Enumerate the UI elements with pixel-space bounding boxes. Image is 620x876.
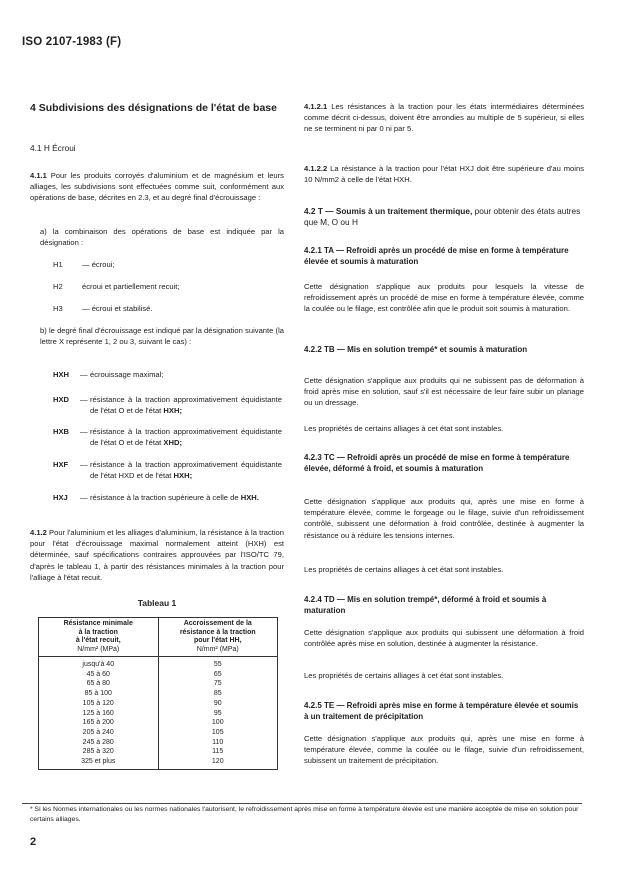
hxh-desc: écrouissage maximal; [90,370,164,379]
table-header-right: Accroissement de la résistance à la traction pour l'état HH, N/mm² (MPa) [158,618,278,657]
section-4-2-4-text: Cette désignation s'applique aux produits qui subissent une déformation à froid contrôlée après mise en solution, destinée à augmenter la résistance. [304,628,584,649]
item-b: b) le degré final d'écrouissage est indiqué par la désignation suivante (la lettre X représente 1, 2 ou 3, suivant le cas) : [40,326,284,347]
hxh-code: HXH [53,370,70,379]
hxf-dash: — [80,460,88,469]
document-header: ISO 2107-1983 (F) [22,36,122,48]
section-4-2-2-title: 4.2.2 TB — Mis en solution trempé* et soumis à maturation [304,345,528,354]
paragraph-4-1-1: 4.1.1 Pour les produits corroyés d'aluminium et de magnésium et leurs alliages, les subdivisions sont effectuées comme suit, conformément aux opérations de base, décrites en 2.3, et au degré final d'écrouissage : [30,171,284,203]
footnote-rule [22,803,582,804]
section-4-2-title: 4.2 T — Soumis à un traitement thermique, pour obtenir des états autres que M, O ou H [304,206,581,227]
footnote: * Si les Normes internationales ou les normes nationales l'autorisent, le refroidissement après mise en forme à température élevée est une manière acceptée de mise en solution pour certains alliages. [30,806,579,823]
tensile-table [38,617,278,770]
hxf-code: HXF [53,460,69,469]
section-4-2-2-note: Les propriétés de certains alliages à cet état sont instables. [304,424,504,433]
section-4-2-3-note: Les propriétés de certains alliages à cet état sont instables. [304,565,504,574]
paragraph-4-1-2: 4.1.2 Pour l'aluminium et les alliages d'aluminium, la résistance à la traction pour l'état d'écrouissage maximal normalement atteint (HXH) est déterminée, sauf spécifications contraires approuvées par l'ISO/TC 79, d'après le tableau 1, à partir des résistances minimales à la traction pour l'alliage à l'état recuit. [30,528,284,582]
hxb-code: HXB [53,427,70,436]
hxb-dash: — [80,427,88,436]
section-4-title: 4 Subdivisions des désignations de l'état de base [30,102,277,114]
hxd-code: HXD [53,395,70,404]
section-4-2-5-text: Cette désignation s'applique aux produits qui, après une mise en forme à température élevée, comme la coulée ou le filage, suivie d'un refroidissement, subissent un traitement de précipitation. [304,734,584,766]
section-4-2-3-text: Cette désignation s'applique aux produits qui, après une mise en forme à température élevée, comme le forgeage ou le filage, suivie d'un refroidissement contrôlé, subissent une déformation à froid contrôlée, destinée à augmenter la résistance ou à réduire les tensions internes. [304,497,584,540]
table-row: 125 à 160 95 [39,709,278,719]
table-header-left: Résistance minimale à la traction à l'état recuit, N/mm² (MPa) [39,618,159,657]
table-row: jusqu'à 40 55 [39,657,278,670]
h3-code: H3 [53,304,63,313]
paragraph-4-1-2-2: 4.1.2.2 La résistance à la traction pour l'état HXJ doit être supérieure d'au moins 10 N/mm2 à celle de l'état HXH. [304,164,584,185]
hxj-dash: — [80,493,88,502]
h1-desc: — écroui; [82,260,115,269]
page-number: 2 [30,836,37,848]
hxf-desc: résistance à la traction approximativement équidistante de l'état HXD et de l'état HXH; [90,460,282,481]
section-4-2-1-title: 4.2.1 TA — Refroidi après un procédé de mise en forme à température élevée et soumis à maturation [304,246,569,266]
table-row: 165 à 200 100 [39,718,278,728]
h2-code: H2 [53,282,63,291]
hxh-dash: — [80,370,88,379]
hxj-desc: résistance à la traction supérieure à celle de HXH. [90,493,259,502]
table-row: 45 à 60 65 [39,670,278,680]
table-row: 65 à 80 75 [39,679,278,689]
section-4-2-4-title: 4.2.4 TD — Mis en solution trempé*, déformé à froid et soumis à maturation [304,595,547,615]
table-row: 285 à 320 115 [39,747,278,757]
section-4-2-1-text: Cette désignation s'applique aux produits pour lesquels la vitesse de refroidissement après un procédé de mise en forme à température élevée, comme la coulée ou le filage, est contrôlée afin que le produit soit soumis à maturation. [304,282,584,314]
hxd-desc: résistance à la traction approximativement équidistante de l'état O et de l'état HXH; [90,395,282,416]
hxd-dash: — [80,395,88,404]
section-4-2-4-note: Les propriétés de certains alliages à cet état sont instables. [304,671,504,680]
section-4-2-2-text: Cette désignation s'applique aux produits qui ne subissent pas de déformation à froid après mise en solution, sauf s'il est nécessaire de leur faire subir un planage ou un dressage. [304,376,584,408]
table-title: Tableau 1 [137,598,177,608]
table-row: 85 à 100 85 [39,689,278,699]
item-a: a) la combinaison des opérations de base est indiquée par la désignation : [40,227,284,248]
table-row: 205 à 240 105 [39,728,278,738]
table-row: 325 et plus 120 [39,757,278,769]
h2-desc: écroui et partiellement recuit; [82,282,180,291]
h1-code: H1 [53,260,63,269]
hxb-desc: résistance à la traction approximativement équidistante de l'état O et de l'état XHD; [90,427,282,448]
section-4-2-3-title: 4.2.3 TC — Refroidi après un procédé de mise en forme à température élevée, déformé à froid, et soumis à maturation [304,453,570,473]
section-4-2-5-title: 4.2.5 TE — Refroidi après mise en forme à température élevée et soumis à un traitement de précipitation [304,701,579,721]
hxj-code: HXJ [53,493,68,502]
paragraph-4-1-2-1: 4.1.2.1 Les résistances à la traction pour les états intermédiaires déterminées comme décrit ci-dessus, doivent être arrondies au multiple de 5 supérieur, si elles ne se terminent ni par 0 ni par 5. [304,102,584,134]
h3-desc: — écroui et stabilisé. [82,304,153,313]
table-row: 245 à 280 110 [39,738,278,748]
table-row: 105 à 120 90 [39,699,278,709]
section-4-1-title: 4.1 H Écroui [30,143,76,153]
